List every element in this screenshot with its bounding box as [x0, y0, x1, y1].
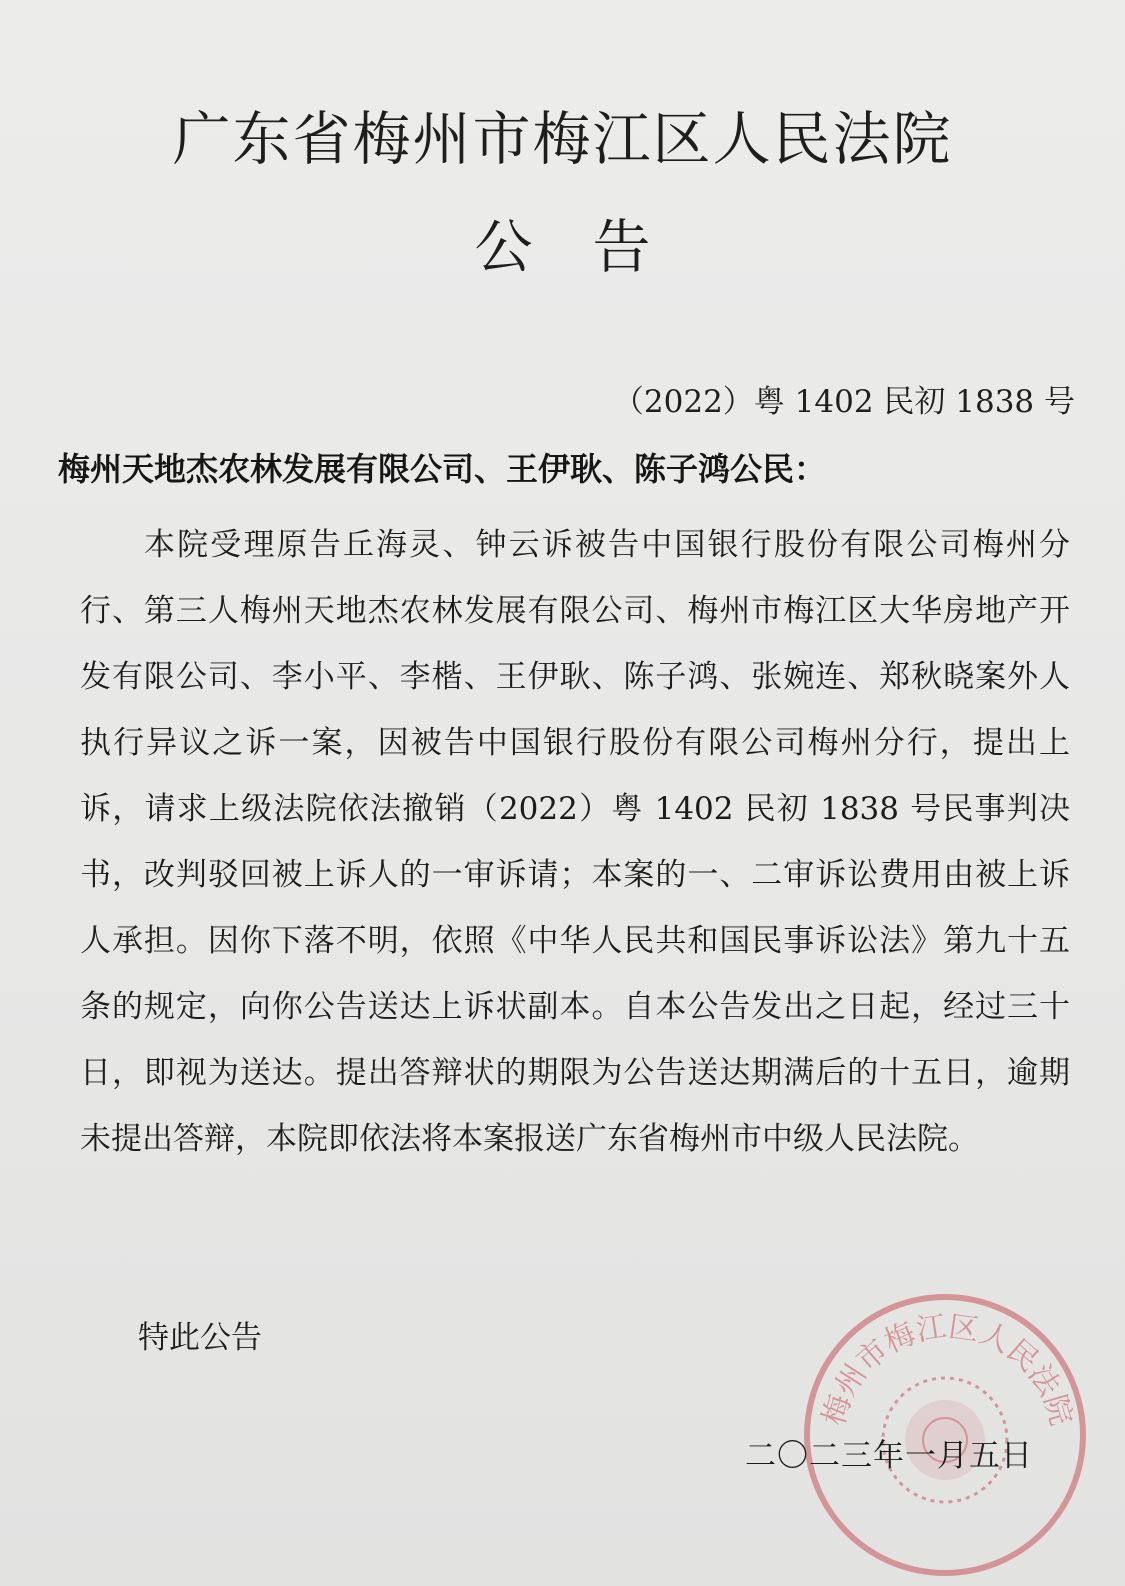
issue-date: 二〇二三年一月五日: [745, 1438, 1033, 1474]
addressee: 梅州天地杰农林发展有限公司、王伊耿、陈子鸿公民：: [58, 450, 827, 488]
court-title: 广东省梅州市梅江区人民法院: [172, 105, 953, 173]
notice-body: 本院受理原告丘海灵、钟云诉被告中国银行股份有限公司梅州分行、第三人梅州天地杰农林发展有限公司、梅州市梅江区大华房地产开发有限公司、李小平、李楷、王伊耿、陈子鸿、张婉连、郑秋晓案外人执行异议之诉一案，因被告中国银行股份有限公司梅州分行，提出上诉，请求上级法院依法撤销（2022）粤 1402 民初 1838 号民事判决书，改判驳回被上诉人的一审诉请；本案的一、二审诉讼费用由被上诉人承担。因你下落不明，依照《中华人民共和国民事诉讼法》第九十五条的规定，向你公告送达上诉状副本。自本公告发出之日起，经过三十日，即视为送达。提出答辩状的期限为公告送达期满后的十五日，逾期未提出答辩，本院即依法将本案报送广东省梅州市中级人民法院。: [80, 527, 1070, 1157]
case-number: （2022）粤 1402 民初 1838 号: [612, 384, 1075, 420]
seal-text: 梅州市梅江区人民法院: [816, 1309, 1079, 1430]
closing-phrase: 特此公告: [138, 1320, 262, 1356]
notice-heading: 公告: [474, 213, 711, 281]
